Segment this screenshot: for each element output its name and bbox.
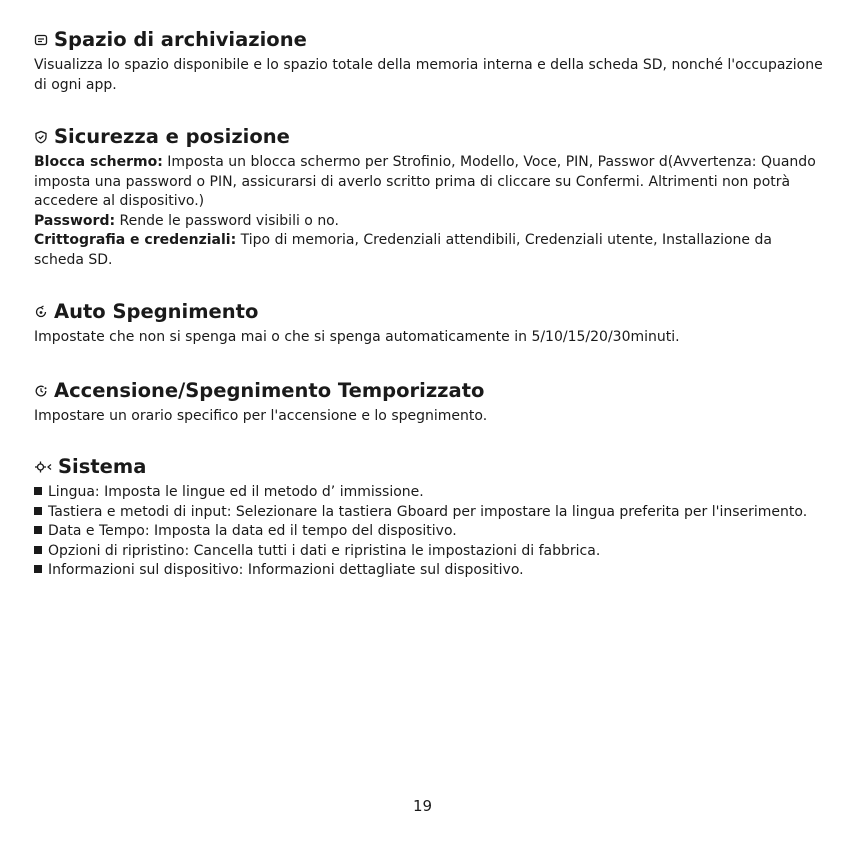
section-heading — [34, 455, 824, 479]
bullet-square-icon — [34, 487, 42, 495]
power-timer-icon — [34, 305, 48, 319]
section-storage — [34, 28, 824, 95]
section-body: Impostare un orario specifico per l'accensione e lo spegnimento. — [34, 407, 488, 424]
bullet-square-icon — [34, 526, 42, 534]
bullet-square-icon — [34, 565, 42, 573]
list-item — [34, 503, 824, 523]
section-auto-off — [34, 300, 824, 348]
list-item — [34, 561, 824, 581]
item-text: Imposta un blocca schermo per Strofinio, Modello, Voce, PIN, Passwor d(Avvertenza: Quando imposta una password o PIN, assicurarsi di averlo scritto prima di cliccare su Confermi. Altrimenti non potrà accedere al dispositivo.) — [34, 154, 816, 209]
security-item-lock-screen — [34, 153, 824, 212]
section-security — [34, 125, 824, 270]
bullet-square-icon — [34, 507, 42, 515]
bullet-square-icon — [34, 546, 42, 554]
section-system — [34, 455, 824, 581]
security-item-password — [34, 212, 824, 232]
section-title: Spazio di archiviazione — [54, 28, 307, 51]
list-item — [34, 522, 824, 542]
list-item-text: Lingua: Imposta le lingue ed il metodo d’ immissione. — [48, 484, 424, 500]
section-body: Impostate che non si spenga mai o che si spenga automaticamente in 5/10/15/20/30minuti. — [34, 329, 680, 345]
list-item — [34, 483, 824, 503]
manual-page — [34, 28, 824, 581]
item-label: Blocca schermo: — [34, 154, 163, 170]
item-text: Tipo di memoria, Credenziali attendibili, Credenziali utente, Installazione da scheda SD. — [34, 232, 772, 268]
list-item — [34, 542, 824, 562]
section-scheduled-power — [34, 379, 824, 427]
item-text: Rende le password visibili o no. — [115, 212, 339, 229]
list-item-text: Opzioni di ripristino: Cancella tutti i dati e ripristina le impostazioni di fabbrica. — [48, 542, 601, 559]
section-body: Visualizza lo spazio disponibile e lo spazio totale della memoria interna e della scheda SD, nonché l'occupazione di ogni app. — [34, 57, 823, 93]
list-item-text: Data e Tempo: Imposta la data ed il tempo del dispositivo. — [48, 523, 457, 539]
section-heading — [34, 125, 824, 149]
section-title: Auto Spegnimento — [54, 300, 259, 323]
clock-icon — [34, 384, 48, 398]
item-label: Password: — [34, 212, 116, 229]
security-item-encryption — [34, 231, 824, 270]
section-heading — [34, 379, 824, 403]
page-number: 19 — [412, 797, 433, 815]
section-heading — [34, 28, 824, 52]
system-icon — [34, 460, 52, 474]
list-item-text: Informazioni sul dispositivo: Informazioni dettagliate sul dispositivo. — [48, 562, 524, 578]
section-title: Accensione/Spegnimento Temporizzato — [54, 378, 485, 402]
storage-icon — [34, 33, 48, 47]
item-label: Crittografia e credenziali: — [34, 232, 237, 248]
shield-icon — [34, 130, 48, 144]
section-title: Sistema — [58, 455, 147, 478]
list-item-text: Tastiera e metodi di input: Selezionare la tastiera Gboard per impostare la lingua preferita per l'inserimento. — [48, 503, 808, 520]
section-heading — [34, 300, 824, 324]
section-title: Sicurezza e posizione — [54, 125, 290, 148]
system-list — [34, 483, 824, 581]
